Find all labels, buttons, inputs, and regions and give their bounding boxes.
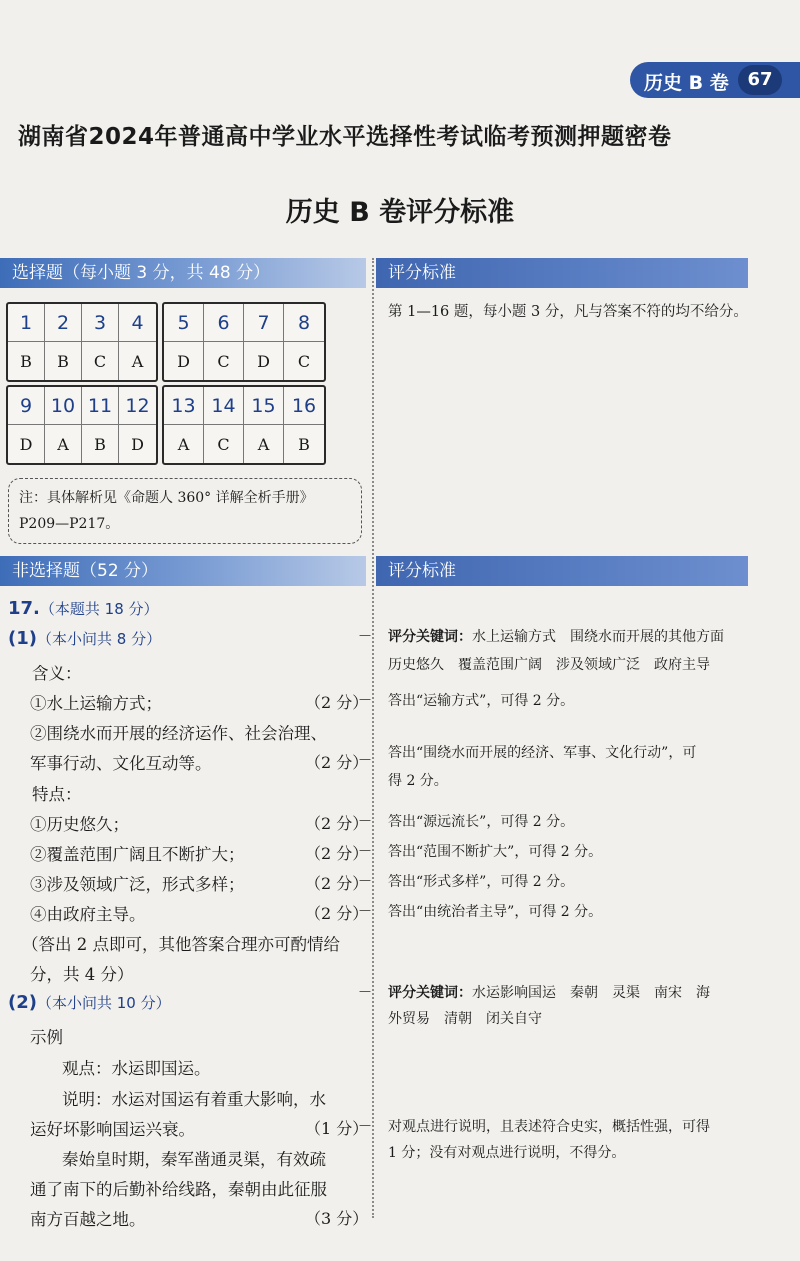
question-number: 3	[82, 304, 119, 342]
q17-score: （本题共 18 分）	[39, 600, 159, 618]
part1-number: (1)	[8, 628, 37, 649]
answer-letter: C	[204, 425, 244, 463]
answer-letter: C	[82, 342, 119, 380]
question-number: 2	[45, 304, 82, 342]
answer-letter: B	[8, 342, 45, 380]
feature-label: 特点：	[32, 785, 82, 804]
answer-letter: B	[82, 425, 119, 463]
keyword-list: 水上运输方式 围绕水而开展的其他方面	[472, 629, 724, 645]
points: （2 分）	[305, 874, 369, 893]
mc-standard-bar: 评分标准	[376, 258, 748, 288]
meaning-2b: 军事行动、文化互动等。	[30, 754, 212, 773]
nonmc-standard-bar: 评分标准	[376, 556, 748, 586]
points: （2 分）	[305, 904, 369, 923]
rubric-f2: 答出“范围不断扩大”，可得 2 分。	[388, 844, 603, 860]
rubric-explain-a: 对观点进行说明，且表述符合史实，概括性强，可得	[388, 1119, 710, 1135]
column-divider	[372, 258, 374, 1218]
note-line: P209—P217。	[19, 516, 120, 532]
question-number: 5	[164, 304, 204, 342]
arrow-icon	[352, 843, 378, 857]
part1-score: （本小问共 8 分）	[36, 630, 162, 648]
arrow-icon	[352, 873, 378, 887]
points: （3 分）	[305, 1209, 369, 1228]
arrow-icon	[352, 903, 378, 917]
feature-4: ④由政府主导。	[30, 905, 146, 924]
rubric-keywords2-a	[388, 982, 710, 1002]
question-number: 13	[164, 387, 204, 425]
rubric-keywords-a	[388, 626, 724, 646]
answer-grid-5-8	[162, 302, 326, 382]
answer-letter: C	[297, 351, 311, 371]
meaning-2a: ②围绕水而开展的经济运作、社会治理、	[30, 724, 327, 743]
rubric-m2a: 答出“围绕水而开展的经济、军事、文化行动”，可	[388, 745, 697, 761]
meaning-1: ①水上运输方式；	[30, 694, 162, 713]
answer-letter: A	[131, 351, 144, 371]
keyword-list: 水运影响国运 秦朝 灵渠 南宋 海	[472, 985, 710, 1001]
rubric-m2b: 得 2 分。	[388, 773, 448, 789]
part2-heading	[8, 992, 171, 1013]
rubric-f1: 答出“源远流长”，可得 2 分。	[388, 814, 575, 830]
question-number: 15	[244, 387, 284, 425]
arrow-icon	[352, 628, 378, 642]
arrow-icon	[352, 692, 378, 706]
example-label: 示例	[30, 1028, 63, 1047]
answer-letter: B	[45, 342, 82, 380]
question-number: 16	[284, 387, 324, 425]
points: （2 分）	[305, 693, 369, 712]
rubric-explain-b: 1 分；没有对观点进行说明，不得分。	[388, 1145, 626, 1161]
points: （1 分）	[305, 1119, 369, 1138]
rubric-keywords2-b: 外贸易 清朝 闭关自守	[388, 1011, 542, 1027]
arrow-icon	[352, 752, 378, 766]
arrow-icon	[352, 1118, 378, 1132]
explain-a: 说明：水运对国运有着重大影响，水	[62, 1090, 326, 1109]
analysis-note	[8, 478, 362, 544]
view-text: 观点：水运即国运。	[62, 1059, 211, 1078]
question-number: 6	[204, 304, 244, 342]
question-number: 12	[119, 387, 156, 425]
points: （2 分）	[305, 814, 369, 833]
page-number: 67	[738, 65, 782, 95]
keyword-label: 评分关键词：	[388, 629, 472, 645]
mc-section-bar: 选择题（每小题 3 分，共 48 分）	[0, 258, 366, 288]
header-subject: 历史 B 卷	[644, 72, 729, 94]
part1-heading	[8, 628, 161, 649]
answer-letter: B	[298, 434, 310, 454]
feature-1: ①历史悠久；	[30, 815, 129, 834]
meaning-label: 含义：	[32, 664, 82, 683]
qin-b: 通了南下的后勤补给线路，秦朝由此征服	[30, 1180, 327, 1199]
feature-note-b: 分，共 4 分）	[30, 965, 134, 984]
question-number: 4	[119, 304, 156, 342]
document-subtitle: 历史 B 卷评分标准	[285, 197, 515, 228]
question-number: 1	[8, 304, 45, 342]
rubric-f4: 答出“由统治者主导”，可得 2 分。	[388, 904, 603, 920]
answer-letter: A	[244, 425, 284, 463]
q17-heading	[8, 598, 159, 619]
document-title: 湖南省2024年普通高中学业水平选择性考试临考预测押题密卷	[18, 124, 672, 150]
answer-letter: D	[131, 434, 144, 454]
rubric-f3: 答出“形式多样”，可得 2 分。	[388, 874, 575, 890]
mc-standard-text: 第 1—16 题，每小题 3 分，凡与答案不符的均不给分。	[388, 304, 748, 320]
rubric-keywords-b: 历史悠久 覆盖范围广阔 涉及领域广泛 政府主导	[388, 657, 710, 673]
question-number: 9	[8, 387, 45, 425]
qin-a: 秦始皇时期，秦军凿通灵渠，有效疏	[62, 1150, 326, 1169]
answer-grid-13-16	[162, 385, 326, 465]
question-number: 11	[82, 387, 119, 425]
feature-3: ③涉及领域广泛，形式多样；	[30, 875, 245, 894]
answer-letter: D	[8, 425, 45, 463]
rubric-m1: 答出“运输方式”，可得 2 分。	[388, 693, 575, 709]
feature-2: ②覆盖范围广阔且不断扩大；	[30, 845, 245, 864]
q17-number: 17.	[8, 598, 40, 619]
answer-letter: D	[244, 342, 284, 380]
answer-grid-9-12	[6, 385, 158, 465]
arrow-icon	[352, 813, 378, 827]
feature-note-a: （答出 2 点即可，其他答案合理亦可酌情给	[22, 935, 340, 954]
note-line: 注：具体解析见《命题人 360° 详解全析手册》	[19, 490, 314, 506]
answer-letter: D	[164, 342, 204, 380]
arrow-icon	[352, 984, 378, 998]
points: （2 分）	[305, 844, 369, 863]
answer-grid-1-4	[6, 302, 158, 382]
question-number: 7	[244, 304, 284, 342]
keyword-label: 评分关键词：	[388, 985, 472, 1001]
answer-letter: C	[204, 342, 244, 380]
nonmc-section-bar: 非选择题（52 分）	[0, 556, 366, 586]
part2-number: (2)	[8, 992, 37, 1013]
answer-letter: A	[45, 425, 82, 463]
explain-b: 运好坏影响国运兴衰。	[30, 1120, 195, 1139]
question-number: 14	[204, 387, 244, 425]
qin-c: 南方百越之地。	[30, 1210, 146, 1229]
part2-score: （本小问共 10 分）	[36, 994, 171, 1012]
answer-letter: A	[164, 425, 204, 463]
question-number: 8	[284, 304, 324, 342]
question-number: 10	[45, 387, 82, 425]
points: （2 分）	[305, 753, 369, 772]
